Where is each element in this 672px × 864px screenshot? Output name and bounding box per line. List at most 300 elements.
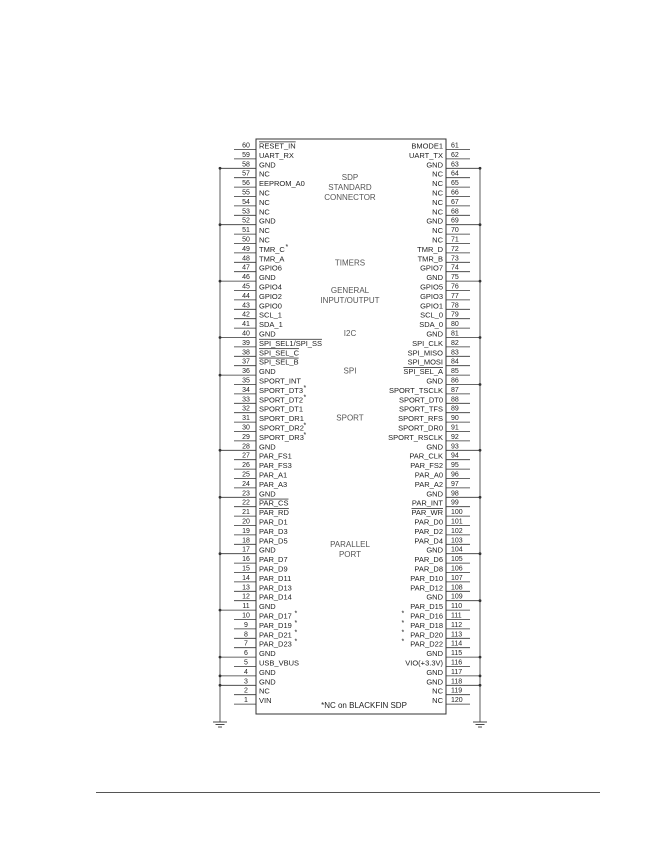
pin-number: 54 <box>242 198 250 206</box>
pin-label: BMODE1 <box>411 141 443 151</box>
nc-star-mark: * <box>294 629 298 637</box>
pin-number: 32 <box>242 405 250 413</box>
pin-number: 104 <box>451 546 463 554</box>
pin-label: PAR_A3 <box>259 479 288 489</box>
pin-label: SPORT_DT2 <box>259 395 304 405</box>
pin-number: 57 <box>242 170 250 178</box>
pin-number: 33 <box>242 396 250 404</box>
right-pin <box>403 367 470 376</box>
group-label: INPUT/OUTPUT <box>320 296 380 306</box>
pin-number: 66 <box>451 189 459 197</box>
pin-label: SDA_1 <box>259 320 283 330</box>
nc-star-mark: * <box>401 610 405 618</box>
left-pin <box>219 217 277 226</box>
pin-label: NC <box>432 686 443 696</box>
pin-number: 80 <box>451 321 459 329</box>
pin-label: PAR_CLK <box>409 451 443 461</box>
left-pin <box>219 367 277 376</box>
pin-label: TMR_A <box>259 254 285 264</box>
pin-label: SPORT_DR3 <box>259 432 304 442</box>
pin-number: 89 <box>451 405 459 413</box>
right-pin <box>426 546 481 555</box>
pin-number: 58 <box>242 161 250 169</box>
pin-label: UART_TX <box>408 150 443 160</box>
right-pin <box>389 386 470 395</box>
pin-number: 77 <box>451 292 459 300</box>
pin-label: GPIO3 <box>420 291 443 301</box>
left-pin <box>234 179 305 188</box>
left-pin <box>234 461 292 470</box>
pin-number: 82 <box>451 339 459 347</box>
right-pin <box>419 320 470 329</box>
pin-label: GND <box>259 602 276 612</box>
group-label: CONNECTOR <box>324 193 376 203</box>
left-pin <box>219 668 277 677</box>
pin-label: GPIO5 <box>420 282 443 292</box>
pin-number: 90 <box>451 415 459 423</box>
pin-label: PAR_D18 <box>410 620 443 630</box>
right-pin <box>426 442 481 451</box>
right-pin <box>432 170 470 179</box>
pin-label: GND <box>426 216 443 226</box>
pin-number: 92 <box>451 433 459 441</box>
pin-number: 45 <box>242 283 250 291</box>
pin-label: SPORT_DR1 <box>259 414 304 424</box>
right-pin <box>411 508 470 517</box>
right-pin <box>417 245 470 254</box>
pin-number: 52 <box>242 217 250 225</box>
left-pin <box>234 518 288 527</box>
pin-label: PAR_FS1 <box>259 451 292 461</box>
group-label: I2C <box>343 328 357 338</box>
left-pin <box>234 254 284 263</box>
pin-number: 116 <box>451 659 463 667</box>
pin-label: GND <box>426 667 443 677</box>
pin-number: 105 <box>451 556 463 564</box>
nc-star-mark: * <box>401 638 405 646</box>
pin-number: 86 <box>451 377 459 385</box>
pin-label: SPORT_DT1 <box>259 404 304 414</box>
pin-label: GND <box>426 160 443 170</box>
left-pin <box>234 423 307 433</box>
pin-label: GND <box>426 592 443 602</box>
right-pin <box>398 414 470 423</box>
left-pin <box>234 358 299 367</box>
pin-number: 31 <box>242 415 250 423</box>
pin-number: 62 <box>451 151 459 159</box>
left-pin <box>234 151 294 160</box>
right-pin <box>426 330 481 339</box>
pin-number: 29 <box>242 433 250 441</box>
footnote-text: *NC on BLACKFIN SDP <box>321 701 407 710</box>
pin-number: 118 <box>451 678 463 686</box>
pin-label: GND <box>259 273 276 283</box>
pin-number: 3 <box>244 678 248 686</box>
pin-label: GND <box>259 329 276 339</box>
pin-label: VIO(+3.3V) <box>405 658 443 668</box>
pin-label: SPORT_DT3 <box>259 385 304 395</box>
left-pin <box>219 546 277 555</box>
pin-number: 117 <box>451 668 463 676</box>
pin-label: PAR_D15 <box>410 602 443 612</box>
pin-label: GND <box>426 545 443 555</box>
left-pin <box>234 142 296 151</box>
ground-symbol-icon <box>473 722 487 727</box>
pin-number: 18 <box>242 537 250 545</box>
pin-label: NC <box>259 188 270 198</box>
pin-label: NC <box>259 207 270 217</box>
right-pin <box>426 593 481 602</box>
left-pin <box>234 593 292 602</box>
pin-number: 22 <box>242 499 250 507</box>
left-pin <box>234 170 270 179</box>
pin-number: 72 <box>451 245 459 253</box>
pin-number: 13 <box>242 584 250 592</box>
right-pin <box>408 348 470 357</box>
pin-label: NC <box>432 696 443 706</box>
pin-number: 47 <box>242 264 250 272</box>
pin-label: GND <box>259 216 276 226</box>
right-pin <box>420 264 470 273</box>
pin-number: 40 <box>242 330 250 338</box>
right-pin <box>402 620 471 630</box>
pin-number: 1 <box>244 697 248 705</box>
right-pin <box>399 405 470 414</box>
pin-label: PAR_WR <box>411 508 443 518</box>
pin-label: GPIO0 <box>259 301 282 311</box>
pin-number: 24 <box>242 480 250 488</box>
group-label: SPORT <box>336 413 364 423</box>
right-pin <box>412 499 470 508</box>
pin-label: NC <box>259 197 270 207</box>
left-pin <box>234 414 304 423</box>
right-pin <box>420 283 470 292</box>
right-pin <box>432 198 470 207</box>
left-pin <box>234 311 282 320</box>
pin-number: 44 <box>242 292 250 300</box>
pin-label: PAR_A2 <box>414 479 443 489</box>
pin-label: GND <box>259 160 276 170</box>
nc-star-mark: * <box>294 638 298 646</box>
left-pin <box>234 659 299 668</box>
pin-label: PAR_D5 <box>259 536 288 546</box>
pin-number: 63 <box>451 161 459 169</box>
pin-label: PAR_CS <box>259 498 289 508</box>
right-pin <box>420 311 470 320</box>
pin-number: 81 <box>451 330 459 338</box>
pin-label: GND <box>259 677 276 687</box>
pin-number: 85 <box>451 368 459 376</box>
pin-number: 55 <box>242 189 250 197</box>
right-pin <box>410 602 470 611</box>
pin-label: PAR_D17 <box>259 611 292 621</box>
pin-number: 120 <box>451 697 463 705</box>
pin-number: 19 <box>242 527 250 535</box>
pin-label: SPORT_RFS <box>398 414 443 424</box>
left-pin <box>234 394 307 404</box>
footer-rule <box>96 792 600 793</box>
pin-label: SPORT_TSCLK <box>388 385 443 395</box>
pin-number: 53 <box>242 208 250 216</box>
right-pin <box>402 611 471 621</box>
pin-number: 49 <box>242 245 250 253</box>
right-pin <box>432 696 470 705</box>
pin-number: 20 <box>242 518 250 526</box>
left-pin <box>234 198 270 207</box>
right-pin <box>410 574 470 583</box>
right-pin <box>432 189 470 198</box>
pin-label: GPIO4 <box>259 282 282 292</box>
pin-label: PAR_D4 <box>414 536 443 546</box>
right-pin <box>399 395 470 404</box>
nc-star-mark: * <box>401 619 405 627</box>
pin-number: 30 <box>242 424 250 432</box>
left-pin <box>234 339 322 348</box>
pin-number: 41 <box>242 321 250 329</box>
pin-number: 83 <box>451 349 459 357</box>
pin-label: NC <box>432 235 443 245</box>
pin-label: PAR_D9 <box>259 564 288 574</box>
pin-number: 27 <box>242 452 250 460</box>
pin-label: NC <box>432 226 443 236</box>
left-pin <box>234 555 288 564</box>
pin-number: 71 <box>451 236 459 244</box>
pin-number: 68 <box>451 208 459 216</box>
right-pin <box>420 292 470 301</box>
pin-label: PAR_D12 <box>410 583 443 593</box>
pin-label: TMR_B <box>417 254 443 264</box>
pin-label: SPORT_DT0 <box>398 395 443 405</box>
right-pin <box>410 461 470 470</box>
left-pin <box>219 602 277 611</box>
pin-label: SCL_1 <box>259 310 282 320</box>
pin-number: 75 <box>451 274 459 282</box>
right-pin <box>414 518 470 527</box>
pin-number: 98 <box>451 490 459 498</box>
left-pin <box>234 189 270 198</box>
pin-number: 110 <box>451 603 463 611</box>
pin-label: GND <box>426 677 443 687</box>
pin-number: 21 <box>242 509 250 517</box>
pin-number: 11 <box>242 603 250 611</box>
pin-number: 60 <box>242 142 250 150</box>
pin-number: 34 <box>242 386 250 394</box>
right-pin <box>415 471 470 480</box>
pin-number: 2 <box>244 687 248 695</box>
nc-star-mark: * <box>285 243 289 251</box>
right-pin <box>414 565 470 574</box>
pin-label: GND <box>426 376 443 386</box>
pin-label: SPI_SEL_A <box>403 367 443 377</box>
left-pin <box>219 273 277 282</box>
right-pin <box>426 160 481 169</box>
right-pin <box>398 424 470 433</box>
pin-number: 79 <box>451 311 459 319</box>
pin-label: PAR_D16 <box>410 611 443 621</box>
pin-number: 37 <box>242 358 250 366</box>
left-pin <box>234 508 289 517</box>
pin-label: EEPROM_A0 <box>259 179 305 189</box>
nc-star-mark: * <box>303 422 307 430</box>
pin-number: 25 <box>242 471 250 479</box>
pin-label: PAR_D11 <box>259 573 292 583</box>
pin-label: TMR_D <box>417 244 443 254</box>
pin-number: 38 <box>242 349 250 357</box>
nc-star-mark: * <box>401 629 405 637</box>
pin-number: 12 <box>242 593 250 601</box>
right-pin <box>410 583 470 592</box>
pin-label: PAR_D3 <box>259 526 288 536</box>
right-pin <box>402 629 471 639</box>
nc-star-mark: * <box>294 619 298 627</box>
pin-label: PAR_D19 <box>259 620 292 630</box>
right-pin <box>411 142 470 151</box>
pin-number: 67 <box>451 198 459 206</box>
pin-label: GND <box>426 273 443 283</box>
pin-label: GND <box>259 489 276 499</box>
pin-number: 107 <box>451 574 463 582</box>
left-pin <box>234 583 292 592</box>
left-pin <box>234 639 298 649</box>
pin-number: 28 <box>242 443 250 451</box>
right-pin <box>432 226 470 235</box>
pin-number: 119 <box>451 687 463 695</box>
pin-number: 17 <box>242 546 250 554</box>
group-label: PARALLEL <box>330 540 370 549</box>
pin-number: 16 <box>242 556 250 564</box>
pin-label: PAR_FS3 <box>259 461 292 471</box>
pin-number: 96 <box>451 471 459 479</box>
left-pin <box>234 574 291 583</box>
pin-label: PAR_D23 <box>259 639 292 649</box>
right-pin <box>426 677 481 686</box>
left-pin <box>219 160 277 169</box>
pin-label: GPIO6 <box>259 263 282 273</box>
pin-label: SPI_MOSI <box>407 357 443 367</box>
pin-label: PAR_A0 <box>414 470 443 480</box>
pin-label: PAR_D1 <box>259 517 288 527</box>
pin-label: SPORT_DR0 <box>398 423 443 433</box>
pin-label: SPI_MISO <box>407 348 443 358</box>
left-pin <box>234 207 270 216</box>
pin-number: 15 <box>242 565 250 573</box>
left-pin <box>234 320 283 329</box>
pin-label: GPIO2 <box>259 291 282 301</box>
pin-label: VIN <box>259 696 272 706</box>
pin-number: 26 <box>242 462 250 470</box>
pin-number: 51 <box>242 227 250 235</box>
left-pin <box>219 442 277 451</box>
pin-number: 7 <box>244 640 248 648</box>
pin-label: NC <box>259 169 270 179</box>
pin-label: PAR_D0 <box>414 517 443 527</box>
left-pin <box>234 236 270 245</box>
pin-label: GPIO7 <box>420 263 443 273</box>
pin-number: 87 <box>451 386 459 394</box>
pin-label: SDA_0 <box>419 320 443 330</box>
left-pin <box>234 377 301 386</box>
pin-label: GND <box>426 329 443 339</box>
pin-number: 115 <box>451 650 463 658</box>
pin-label: SCL_0 <box>420 310 443 320</box>
left-pin <box>234 471 287 480</box>
pin-label: PAR_D2 <box>414 526 443 536</box>
left-pin <box>234 620 298 630</box>
pin-label: GND <box>259 545 276 555</box>
pin-label: GND <box>426 442 443 452</box>
pin-number: 48 <box>242 255 250 263</box>
left-pin <box>219 489 277 498</box>
pin-number: 14 <box>242 574 250 582</box>
right-pin <box>426 649 481 658</box>
right-pin <box>432 207 470 216</box>
right-pin <box>432 179 470 188</box>
right-pin <box>405 659 470 668</box>
left-pin <box>234 264 282 273</box>
left-pin <box>234 405 303 414</box>
pin-number: 100 <box>451 509 463 517</box>
pin-number: 70 <box>451 227 459 235</box>
left-pin <box>234 244 289 254</box>
left-pin <box>219 330 277 339</box>
pin-label: PAR_D21 <box>259 630 292 640</box>
pin-number: 43 <box>242 302 250 310</box>
left-pin <box>219 649 277 658</box>
group-label: GENERAL <box>330 286 370 296</box>
right-pin <box>420 301 470 310</box>
pin-label: USB_VBUS <box>259 658 300 668</box>
right-pin <box>426 489 481 498</box>
right-pin <box>388 433 470 442</box>
pin-number: 42 <box>242 311 250 319</box>
pin-label: NC <box>259 226 270 236</box>
pin-number: 95 <box>451 462 459 470</box>
pin-number: 39 <box>242 339 250 347</box>
right-pin <box>418 254 470 263</box>
pin-label: PAR_A1 <box>259 470 288 480</box>
pin-label: SPORT_INT <box>259 376 301 386</box>
left-pin <box>234 452 292 461</box>
pin-number: 112 <box>451 621 463 629</box>
pin-label: GND <box>426 489 443 499</box>
pin-label: NC <box>432 188 443 198</box>
pin-label: PAR_D22 <box>410 639 443 649</box>
pin-label: PAR_RD <box>259 508 289 518</box>
pin-label: SPORT_TFS <box>398 404 443 414</box>
pin-number: 84 <box>451 358 459 366</box>
pin-number: 114 <box>451 640 463 648</box>
pin-number: 103 <box>451 537 463 545</box>
pin-label: PAR_D20 <box>410 630 443 640</box>
pin-label: PAR_INT <box>411 498 443 508</box>
right-pin <box>408 358 470 367</box>
pin-number: 109 <box>451 593 463 601</box>
right-pin <box>409 151 470 160</box>
left-pin <box>234 432 307 442</box>
pin-number: 6 <box>244 650 248 658</box>
left-pin <box>234 527 288 536</box>
pin-label: SPI_SEL_B <box>259 357 299 367</box>
pin-number: 93 <box>451 443 459 451</box>
group-label: STANDARD <box>328 183 372 193</box>
left-pin <box>234 687 270 696</box>
pin-label: RESET_IN <box>259 141 296 151</box>
right-pin <box>415 480 470 489</box>
pin-number: 99 <box>451 499 459 507</box>
pin-label: NC <box>432 207 443 217</box>
right-pin <box>426 668 481 677</box>
left-pin <box>234 226 270 235</box>
